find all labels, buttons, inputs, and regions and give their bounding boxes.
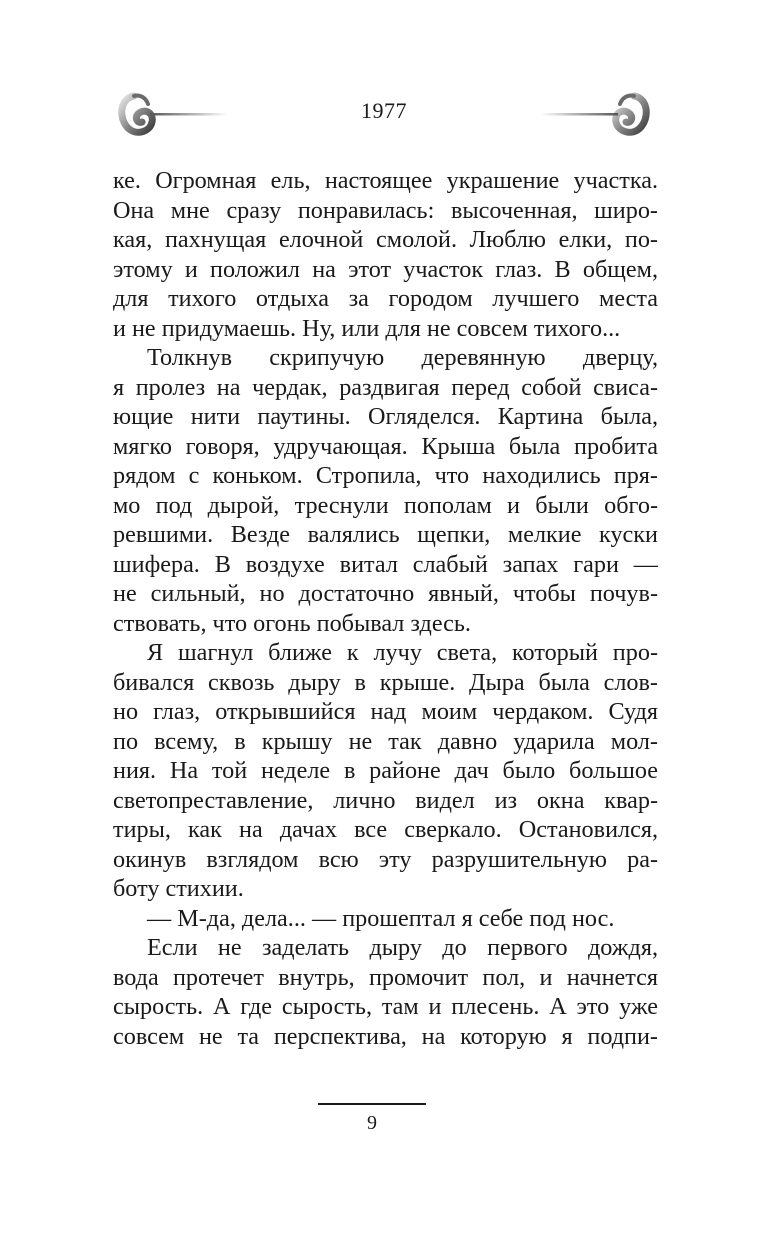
text-line: я пролез на чердак, раздвигая перед собой свиса-: [113, 373, 658, 401]
text-line: ния. На той неделе в районе дач было большое: [113, 757, 658, 784]
text-line: тиры, как на дачах все сверкало. Остановился,: [113, 816, 658, 843]
text-line: мо под дырой, треснули пополам и были обго-: [113, 491, 658, 519]
paragraph: [113, 166, 658, 343]
text-line: окинув взглядом всю эту разрушительную ра-: [113, 845, 658, 873]
paragraph: [113, 638, 658, 904]
text-line: ствовать, что огонь побывал здесь.: [113, 609, 471, 637]
text-line: ке. Огромная ель, настоящее украшение участка.: [113, 167, 658, 194]
text-line: ющие нити паутины. Огляделся. Картина была,: [113, 403, 658, 430]
text-line: Я шагнул ближе к лучу света, который про-: [147, 639, 658, 666]
swirl-ornament-icon: [538, 88, 658, 140]
paragraph: [113, 343, 658, 638]
paragraph: [113, 933, 658, 1051]
running-head: 1977: [361, 98, 407, 123]
text-line: боту стихии.: [113, 875, 244, 902]
text-line: кая, пахнущая елочной смолой. Люблю елки, по-: [113, 226, 658, 253]
text-line: светопреставление, лично видел из окна квар-: [113, 786, 658, 814]
text-line: шифера. В воздухе витал слабый запах гари —: [113, 550, 658, 578]
text-line: совсем не та перспектива, на которую я подпи-: [113, 1022, 658, 1050]
text-line: сырость. А где сырость, там и плесень. А это уже: [113, 993, 658, 1020]
text-line: бивался сквозь дыру в крыше. Дыра была слов-: [113, 668, 658, 696]
text-line: мягко говоря, удручающая. Крыша была пробита: [113, 432, 658, 460]
page-number: 9: [367, 1112, 377, 1134]
footer-rule: [318, 1103, 426, 1105]
text-line: — М-да, дела... — прошептал я себе под нос.: [147, 904, 615, 932]
text-line: этому и положил на этот участок глаз. В общем,: [113, 255, 658, 283]
text-line: для тихого отдыха за городом лучшего места: [113, 285, 658, 312]
text-line: но глаз, открывшийся над моим чердаком. Судя: [113, 698, 658, 725]
text-line: вода протечет внутрь, промочит пол, и начнется: [113, 963, 658, 991]
page-header: [110, 88, 658, 140]
text-line: не сильный, но достаточно явный, чтобы почув-: [113, 580, 658, 607]
text-line: ревшими. Везде валялись щепки, мелкие куски: [113, 521, 658, 548]
text-line: Толкнув скрипучую деревянную дверцу,: [147, 344, 658, 371]
text-line: рядом с коньком. Стропила, что находились пря-: [113, 462, 658, 489]
body-text: [113, 166, 658, 1051]
text-line: Если не заделать дыру до первого дождя,: [147, 934, 658, 961]
paragraph: [113, 904, 658, 934]
text-line: по всему, в крышу не так давно ударила мол-: [113, 727, 658, 755]
text-line: Она мне сразу понравилась: высоченная, широ-: [113, 196, 658, 224]
text-line: и не придумаешь. Ну, или для не совсем тихого...: [113, 314, 621, 342]
